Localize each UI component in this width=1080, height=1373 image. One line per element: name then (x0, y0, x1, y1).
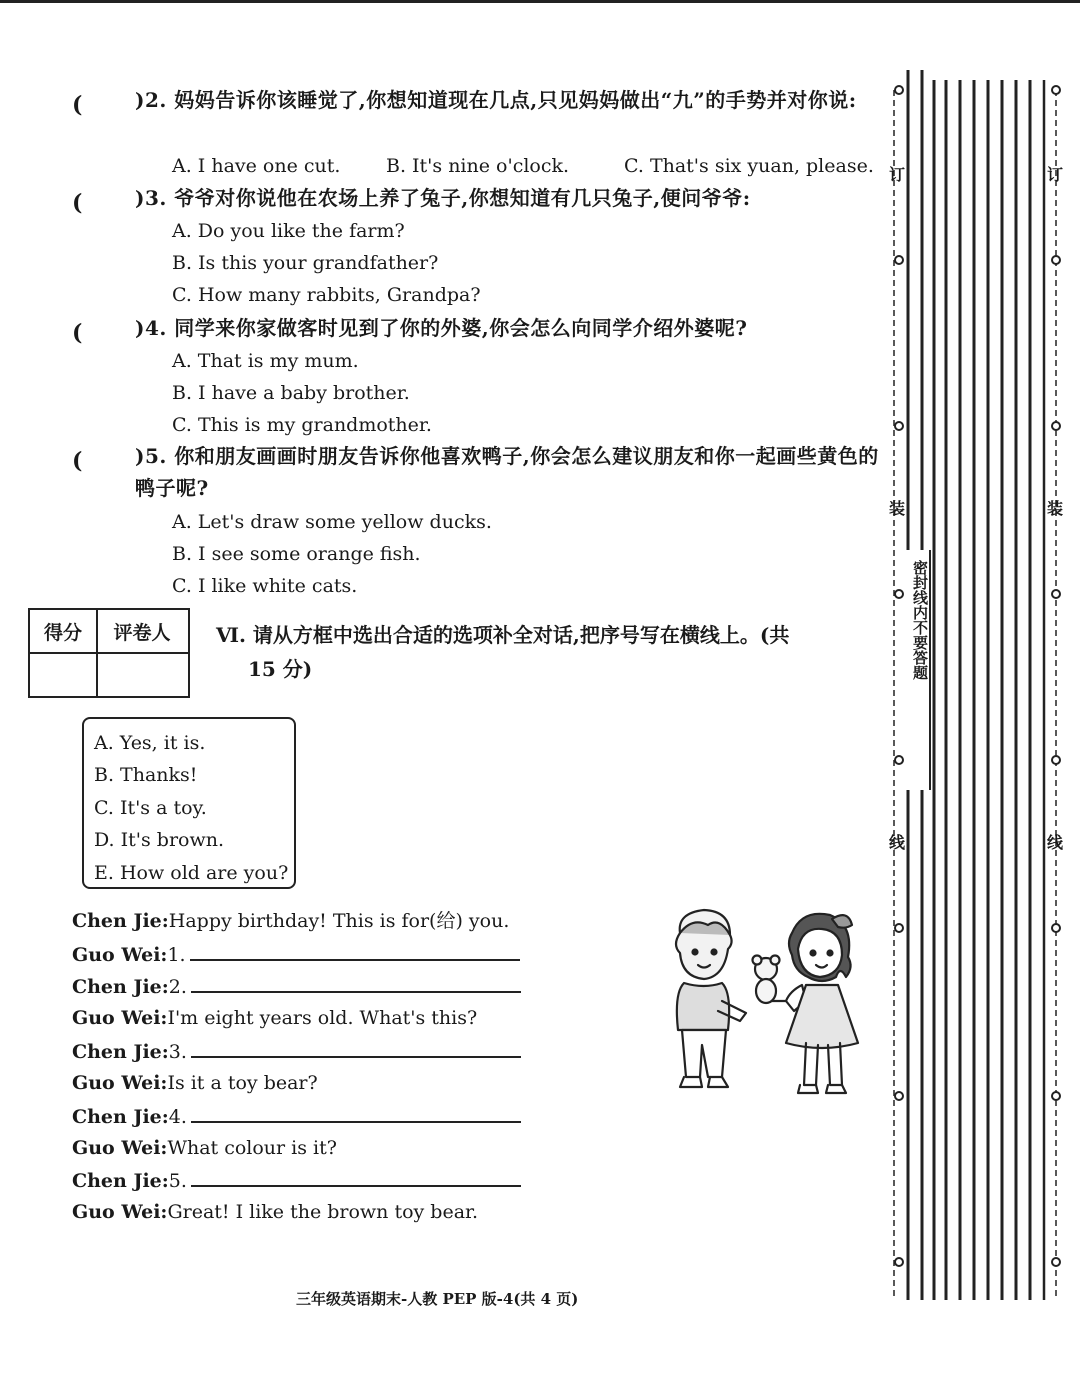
line-number: 1. (167, 944, 186, 966)
speaker: Chen Jie: (72, 1170, 169, 1192)
option-c: C. I like white cats. (172, 575, 358, 597)
speaker: Guo Wei: (72, 1007, 168, 1029)
speaker: Guo Wei: (72, 1201, 168, 1223)
dialogue-line (72, 1101, 521, 1132)
answer-blank[interactable] (191, 1101, 521, 1123)
answer-blank[interactable] (191, 1036, 521, 1058)
choice-e: E. How old are you? (94, 861, 289, 884)
answer-paren[interactable]: ( (72, 190, 83, 216)
grader-header: 评卷人 (96, 610, 188, 654)
line-number: 5. (168, 1170, 187, 1192)
option-c: C. This is my grandmother. (172, 414, 432, 436)
speaker: Guo Wei: (72, 944, 168, 966)
choice-c: C. It's a toy. (94, 796, 207, 819)
speaker: Chen Jie: (72, 1041, 169, 1063)
line-text: Happy birthday! This is for(给) you. (168, 910, 510, 932)
line-text: What colour is it? (167, 1137, 337, 1159)
line-text: I'm eight years old. What's this? (167, 1007, 478, 1029)
answer-blank[interactable] (190, 939, 520, 961)
speaker: Guo Wei: (72, 1137, 168, 1159)
choice-d: D. It's brown. (94, 829, 225, 852)
binding-margin (882, 70, 1080, 1310)
question-stem: )3. 爷爷对你说他在农场上养了兔子,你想知道有几只兔子,便问爷爷: (135, 186, 751, 210)
choice-a: A. Yes, it is. (94, 732, 206, 754)
speaker: Chen Jie: (72, 910, 169, 932)
section-title (216, 618, 876, 686)
binding-notice: 密封线内不要答题 (911, 560, 929, 680)
question-stem: )5. 你和朋友画画时朋友告诉你他喜欢鸭子,你会怎么建议朋友和你一起画些黄色的鸭子呢? (135, 444, 879, 500)
speaker: Guo Wei: (72, 1072, 168, 1094)
dialogue-line (72, 906, 509, 936)
score-header: 得分 (30, 610, 98, 654)
option-a: A. Let's draw some yellow ducks. (172, 511, 492, 533)
option-row (172, 151, 874, 181)
top-border (0, 0, 1080, 3)
section-title-line1: Ⅵ. 请从方框中选出合适的选项补全对话,把序号写在横线上。(共 (216, 623, 790, 647)
question-stem: )2. 妈妈告诉你该睡觉了,你想知道现在几点,只见妈妈做出“九”的手势并对你说: (135, 88, 857, 112)
option-b: B. I have a baby brother. (172, 382, 410, 404)
speaker: Chen Jie: (72, 1106, 169, 1128)
dialogue-line (72, 939, 520, 970)
line-text: Is it a toy bear? (167, 1072, 318, 1094)
dialogue-line (72, 1068, 318, 1098)
binding-mark: 订 (1047, 165, 1064, 184)
option-a: A. I have one cut. (172, 155, 341, 177)
answer-blank[interactable] (191, 1165, 521, 1187)
answer-paren[interactable]: ( (72, 320, 83, 346)
line-number: 2. (168, 976, 187, 998)
score-table (28, 608, 190, 698)
page-footer: 三年级英语期末-人教 PEP 版-4(共 4 页) (296, 1290, 579, 1308)
option-a: A. Do you like the farm? (172, 220, 405, 242)
dialogue-line (72, 1003, 477, 1033)
option-a: A. That is my mum. (172, 350, 359, 372)
choice-b: B. Thanks! (94, 764, 198, 787)
line-number: 3. (168, 1041, 187, 1063)
option-b: B. I see some orange fish. (172, 543, 421, 565)
section-title-line2: 15 分) (248, 657, 313, 681)
dialogue-line (72, 1036, 521, 1067)
binding-mark: 装 (1047, 499, 1064, 518)
dialogue-line (72, 1165, 521, 1196)
option-c: C. That's six yuan, please. (624, 155, 874, 177)
score-cell[interactable] (30, 652, 98, 696)
binding-mark: 订 (889, 165, 906, 184)
binding-mark: 线 (889, 833, 906, 852)
answer-blank[interactable] (191, 971, 521, 993)
choices-box (82, 717, 296, 889)
binding-mark: 装 (889, 499, 906, 518)
dialogue-line (72, 1133, 337, 1163)
option-c: C. How many rabbits, Grandpa? (172, 284, 481, 306)
binding-mark: 线 (1047, 833, 1064, 852)
question-stem: )4. 同学来你家做客时见到了你的外婆,你会怎么向同学介绍外婆呢? (135, 316, 748, 340)
option-b: B. Is this your grandfather? (172, 252, 439, 274)
dialogue-line (72, 1197, 478, 1227)
answer-paren[interactable]: ( (72, 92, 83, 118)
line-text: Great! I like the brown toy bear. (167, 1201, 479, 1223)
grader-cell[interactable] (96, 652, 188, 696)
answer-paren[interactable]: ( (72, 448, 83, 474)
line-number: 4. (168, 1106, 187, 1128)
children-illustration (662, 905, 862, 1100)
dialogue-line (72, 971, 521, 1002)
speaker: Chen Jie: (72, 976, 169, 998)
option-b: B. It's nine o'clock. (386, 155, 570, 177)
